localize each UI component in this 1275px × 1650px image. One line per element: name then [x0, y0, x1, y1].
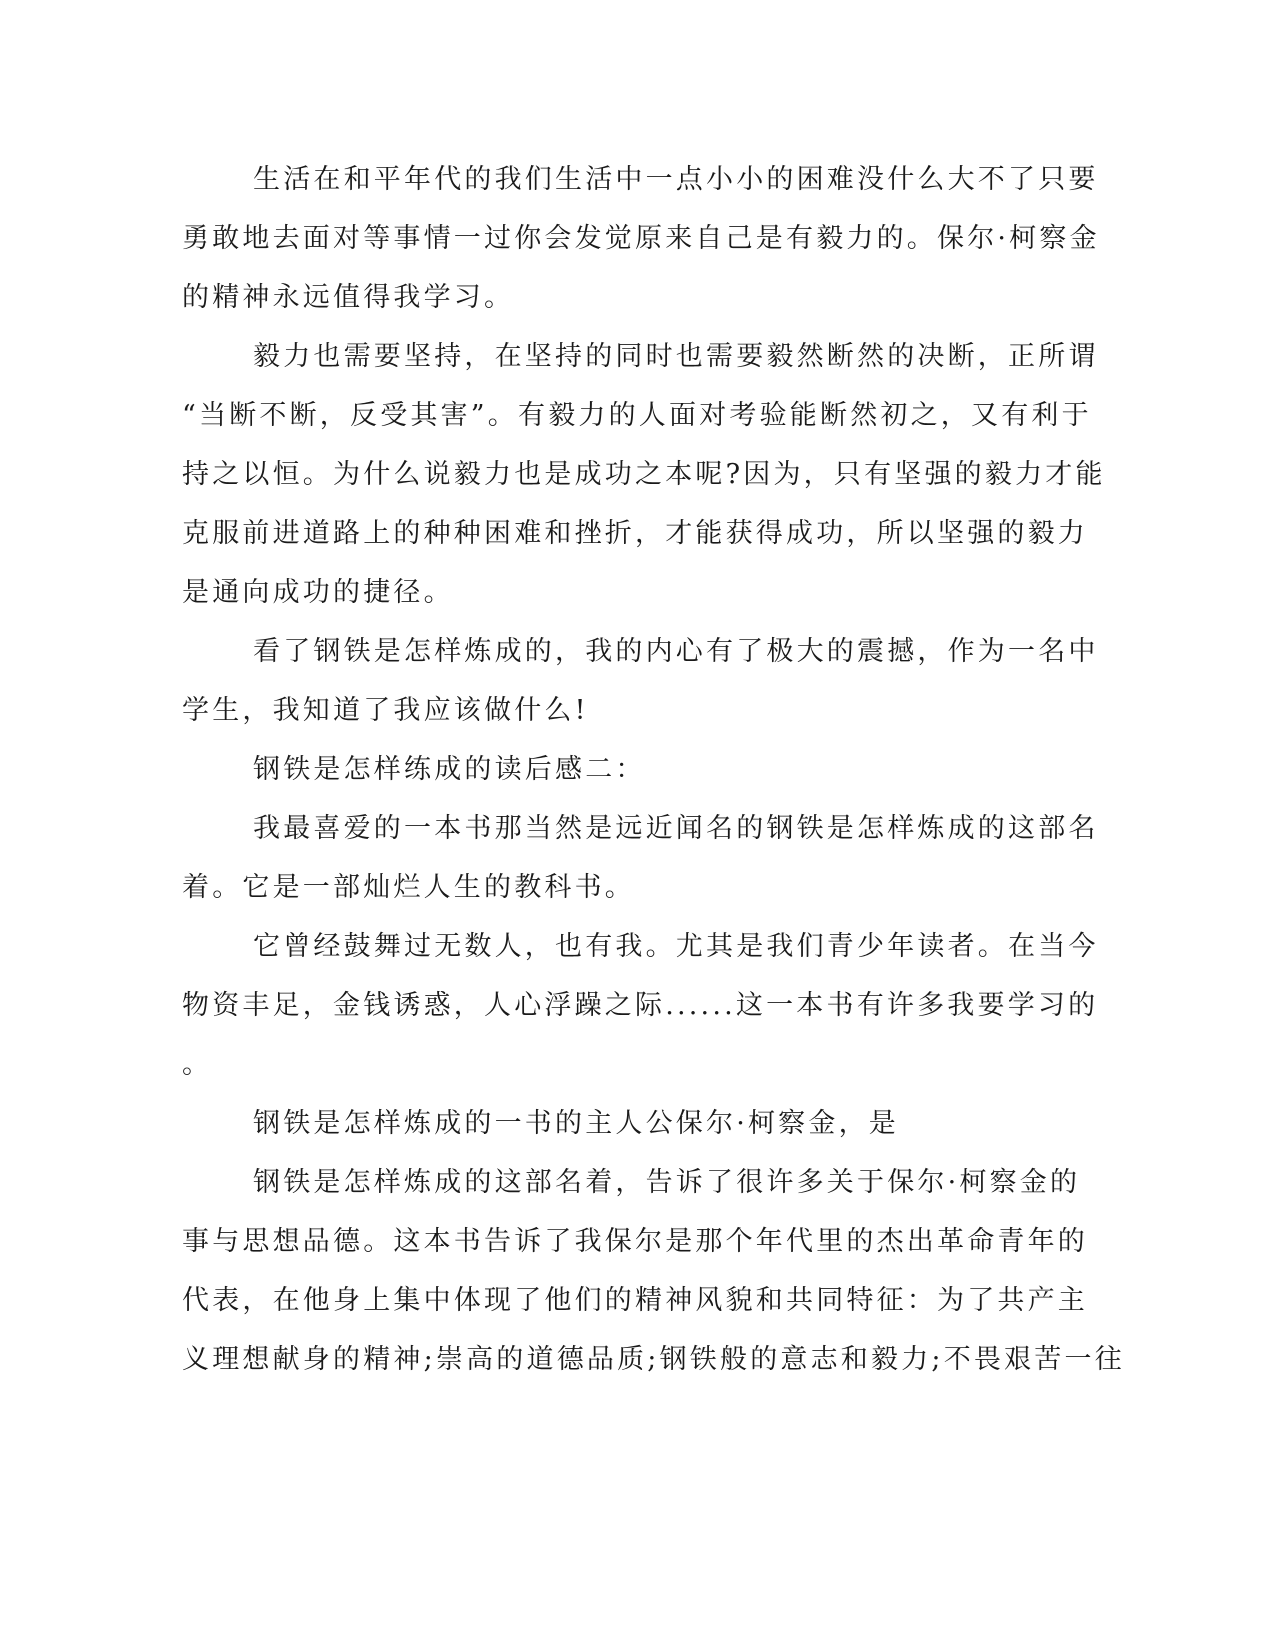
paragraph-line: 勇敢地去面对等事情一过你会发觉原来自己是有毅力的。保尔·柯察金 [182, 223, 1100, 254]
paragraph-line: 物资丰足，金钱诱惑，人心浮躁之际......这一本书有许多我要学习的 [182, 990, 1099, 1021]
paragraph-line: 义理想献身的精神;崇高的道德品质;钢铁般的意志和毅力;不畏艰苦一往 [182, 1344, 1125, 1375]
paragraph-line: “当断不断，反受其害”。有毅力的人面对考验能断然初之，又有利于 [182, 400, 1092, 431]
paragraph-line: 代表，在他身上集中体现了他们的精神风貌和共同特征：为了共产主 [182, 1285, 1088, 1316]
paragraph-line: 钢铁是怎样炼成的一书的主人公保尔·柯察金，是 [253, 1108, 899, 1139]
paragraph-line: 持之以恒。为什么说毅力也是成功之本呢?因为，只有坚强的毅力才能 [182, 459, 1106, 490]
paragraph-line: 学生，我知道了我应该做什么! [182, 695, 589, 726]
paragraph-line: 看了钢铁是怎样炼成的，我的内心有了极大的震撼，作为一名中 [253, 636, 1099, 667]
paragraph-line: 它曾经鼓舞过无数人，也有我。尤其是我们青少年读者。在当今 [253, 931, 1099, 962]
paragraph-line: 钢铁是怎样炼成的这部名着，告诉了很许多关于保尔·柯察金的 [253, 1167, 1081, 1198]
paragraph-line: 事与思想品德。这本书告诉了我保尔是那个年代里的杰出革命青年的 [182, 1226, 1088, 1257]
paragraph-line: 着。它是一部灿烂人生的教科书。 [182, 872, 635, 903]
paragraph-line: 是通向成功的捷径。 [182, 577, 454, 608]
paragraph-line: 我最喜爱的一本书那当然是远近闻名的钢铁是怎样炼成的这部名 [253, 813, 1099, 844]
section-heading: 钢铁是怎样练成的读后感二： [253, 754, 646, 785]
paragraph-line: 生活在和平年代的我们生活中一点小小的困难没什么大不了只要 [253, 164, 1099, 195]
paragraph-line: 毅力也需要坚持，在坚持的同时也需要毅然断然的决断，正所谓 [253, 341, 1099, 372]
paragraph-line: 。 [182, 1049, 213, 1080]
paragraph-line: 的精神永远值得我学习。 [182, 282, 515, 313]
paragraph-line: 克服前进道路上的种种困难和挫折，才能获得成功，所以坚强的毅力 [182, 518, 1088, 549]
